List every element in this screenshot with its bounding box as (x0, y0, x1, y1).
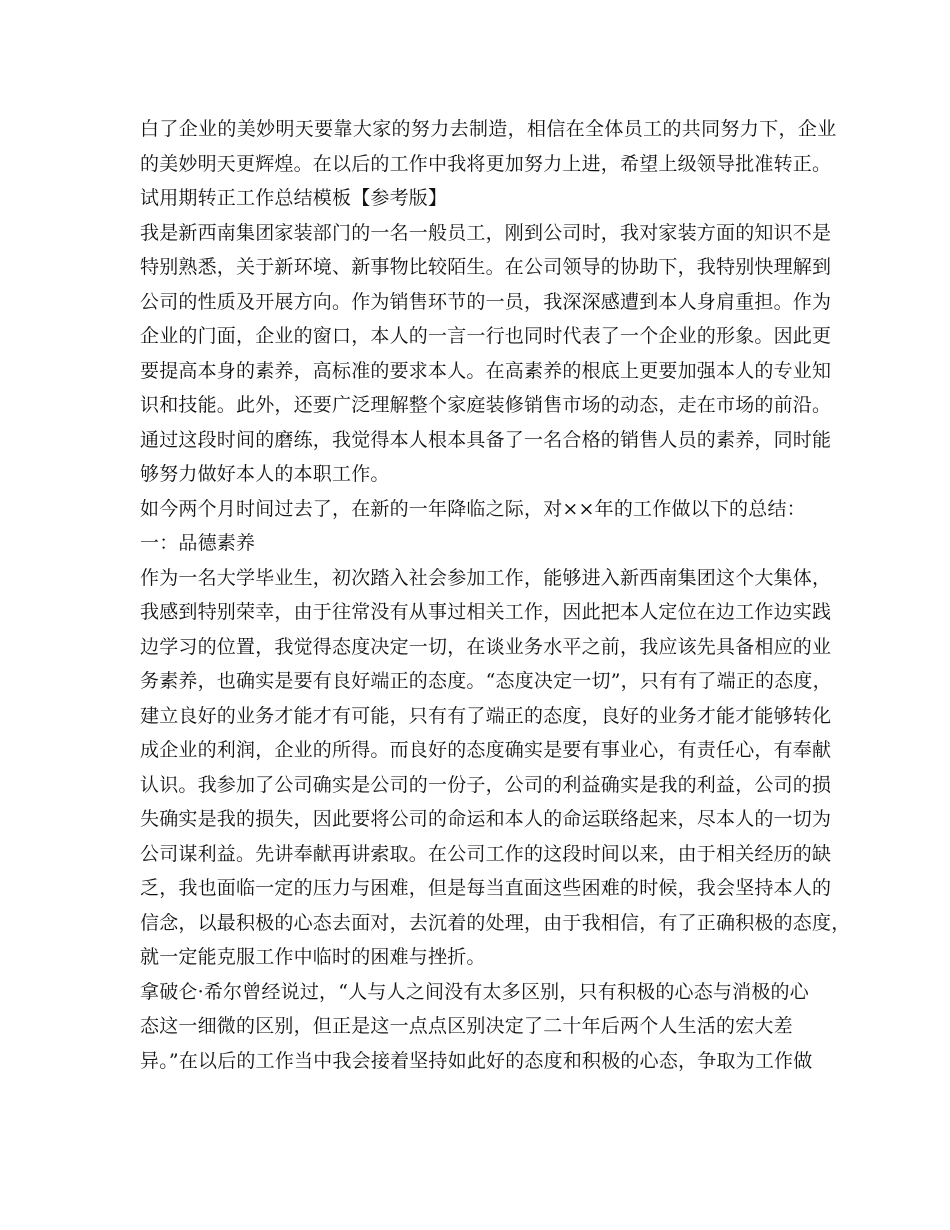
text-line: 我感到特别荣幸，由于往常没有从事过相关工作，因此把本人定位在边工作边实践 (140, 601, 832, 623)
text-line: 信念，以最积极的心态去面对，去沉着的处理，由于我相信，有了正确积极的态度， (140, 911, 851, 934)
text-line: 白了企业的美妙明天要靠大家的努力去制造，相信在全体员工的共同努力下，企业 (140, 118, 837, 140)
text-line: 企业的门面，企业的窗口，本人的一言一行也同时代表了一个企业的形象。因此更 (140, 325, 832, 347)
text-line: 够努力做好本人的本职工作。 (140, 463, 390, 485)
text-line: 态这一细微的区别，但正是这一点点区别决定了二十年后两个人生活的宏大差 (140, 1015, 793, 1037)
text-line: 特别熟悉，关于新环境、新事物比较陌生。在公司领导的协助下，我特别快理解到 (140, 256, 832, 278)
text-line: 公司谋利益。先讲奉献再讲索取。在公司工作的这段时间以来，由于相关经历的缺 (140, 842, 832, 865)
text-line: 认识。我参加了公司确实是公司的一份子，公司的利益确实是我的利益，公司的损 (140, 773, 832, 796)
text-line: 如今两个月时间过去了，在新的一年降临之际，对××年的工作做以下的总结： (140, 497, 806, 520)
text-line: 成企业的利润，企业的所得。而良好的态度确实是要有事业心，有责任心，有奉献 (140, 739, 832, 761)
text-line: 我是新西南集团家装部门的一名一般员工，刚到公司时，我对家装方面的知识不是 (140, 221, 832, 244)
text-line: 建立良好的业务才能才有可能，只有有了端正的态度，良好的业务才能才能够转化 (140, 704, 832, 727)
text-line: 乏，我也面临一定的压力与困难，但是每当直面这些困难的时候，我会坚持本人的 (140, 877, 832, 899)
section-heading: 试用期转正工作总结模板【参考版】 (140, 187, 448, 209)
text-line: 公司的性质及开展方向。作为销售环节的一员，我深深感遭到本人身肩重担。作为 (140, 290, 832, 313)
section-heading: 一：品德素养 (140, 532, 256, 554)
text-line: 要提高本身的素养，高标准的要求本人。在高素养的根底上更要加强本人的专业知 (140, 359, 832, 382)
text-line: 边学习的位置，我觉得态度决定一切，在谈业务水平之前，我应该先具备相应的业 (140, 635, 832, 658)
text-line: 异。”在以后的工作当中我会接着坚持如此好的态度和积极的心态，争取为工作做 (140, 1049, 813, 1072)
text-line: 的美妙明天更辉煌。在以后的工作中我将更加努力上进，希望上级领导批准转正。 (140, 152, 832, 175)
text-line: 务素养，也确实是要有良好端正的态度。“态度决定一切”，只有有了端正的态度， (140, 670, 832, 692)
text-line: 拿破仑·希尔曾经说过，“人与人之间没有太多区别，只有积极的心态与消极的心 (140, 980, 809, 1003)
text-line: 失确实是我的损失，因此要将公司的命运和本人的命运联络起来，尽本人的一切为 (140, 808, 832, 830)
text-line: 作为一名大学毕业生，初次踏入社会参加工作，能够进入新西南集团这个大集体， (140, 566, 832, 589)
text-line: 就一定能克服工作中临时的困难与挫折。 (140, 946, 486, 968)
text-line: 识和技能。此外，还要广泛理解整个家庭装修销售市场的动态，走在市场的前沿。 (140, 394, 832, 416)
text-line: 通过这段时间的磨练，我觉得本人根本具备了一名合格的销售人员的素养，同时能 (140, 428, 832, 451)
